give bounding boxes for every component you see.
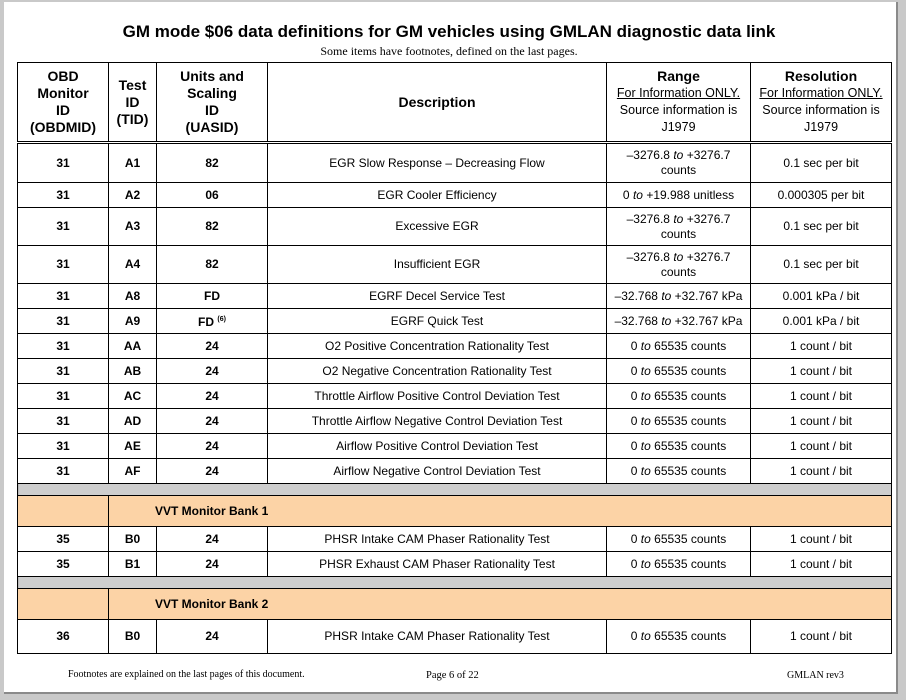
cell-description: Excessive EGR: [268, 208, 607, 246]
cell-tid: A4: [109, 246, 157, 284]
header-tid: [109, 63, 157, 143]
table-header-row: [18, 63, 892, 143]
footer-footnote-note: Footnotes are explained on the last pages of this document.: [68, 669, 305, 680]
cell-uasid: [157, 434, 268, 459]
table-row: [18, 284, 892, 309]
cell-uasid: [157, 246, 268, 284]
range-from: 0: [622, 187, 630, 202]
footnote-marker: (6): [217, 316, 226, 323]
cell-uasid-value: 24: [205, 388, 219, 403]
range-to: 65535: [654, 388, 688, 403]
cell-tid: A2: [109, 183, 157, 208]
cell-uasid-value: 24: [205, 556, 219, 571]
header-obdmid: [18, 63, 109, 143]
cell-tid: A8: [109, 284, 157, 309]
range-from: 0: [630, 438, 638, 453]
table-row: [18, 552, 892, 577]
cell-range: [607, 384, 751, 409]
range-to: +32.767: [674, 288, 719, 303]
range-to: 65535: [654, 338, 688, 353]
cell-obdmid: 31: [18, 434, 109, 459]
range-to: 65535: [654, 438, 688, 453]
separator-bar: [18, 484, 892, 496]
header-uasid-line: ID: [205, 102, 219, 118]
table-row: [18, 620, 892, 654]
cell-resolution: 1 count / bit: [751, 334, 892, 359]
header-obdmid-line: Monitor: [37, 85, 89, 101]
cell-uasid-value: 82: [205, 219, 219, 233]
cell-range: [607, 208, 751, 246]
footer-page-number: Page 6 of 22: [426, 670, 479, 681]
cell-description: Airflow Negative Control Deviation Test: [268, 459, 607, 484]
separator-row: [18, 484, 892, 496]
cell-range: [607, 284, 751, 309]
cell-obdmid: 31: [18, 359, 109, 384]
range-from: –32.768: [614, 288, 658, 303]
cell-obdmid: 31: [18, 309, 109, 334]
page-subtitle: Some items have footnotes, defined on the last pages.: [320, 44, 578, 58]
table-row: [18, 334, 892, 359]
cell-range: [607, 459, 751, 484]
range-word: to: [673, 211, 684, 226]
range-word: to: [661, 288, 672, 303]
cell-uasid-value: 24: [205, 413, 219, 428]
cell-resolution: 0.1 sec per bit: [751, 143, 892, 183]
range-word: to: [640, 531, 651, 546]
cell-range: [607, 246, 751, 284]
header-range-title: Range: [657, 68, 700, 84]
cell-description: Insufficient EGR: [268, 246, 607, 284]
range-to: +19.988: [646, 187, 691, 202]
cell-uasid: [157, 552, 268, 577]
range-unit: counts: [690, 629, 727, 643]
section-header-row: [18, 589, 892, 620]
cell-tid: A3: [109, 208, 157, 246]
table-row: [18, 409, 892, 434]
cell-description: EGRF Decel Service Test: [268, 284, 607, 309]
separator-bar: [18, 577, 892, 589]
section-blank-cell: [18, 589, 109, 620]
range-from: 0: [630, 629, 638, 643]
cell-uasid-value: FD: [204, 288, 220, 303]
cell-description: PHSR Intake CAM Phaser Rationality Test: [268, 620, 607, 654]
cell-tid: AD: [109, 409, 157, 434]
header-range-source: Source information is: [619, 103, 738, 117]
cell-uasid: [157, 384, 268, 409]
cell-description: EGR Cooler Efficiency: [268, 183, 607, 208]
cell-obdmid: 31: [18, 284, 109, 309]
section-header-row: [18, 496, 892, 527]
range-word: to: [640, 438, 651, 453]
range-word: to: [673, 148, 684, 162]
table-row: [18, 183, 892, 208]
header-tid-line: (TID): [116, 110, 149, 127]
cell-obdmid: 31: [18, 143, 109, 183]
range-unit: counts: [690, 556, 727, 571]
cell-obdmid: 31: [18, 409, 109, 434]
table-row: [18, 246, 892, 284]
cell-resolution: 0.001 kPa / bit: [751, 309, 892, 334]
cell-uasid-value: FD: [198, 315, 215, 329]
cell-description: EGR Slow Response – Decreasing Flow: [268, 143, 607, 183]
cell-tid: AE: [109, 434, 157, 459]
cell-tid: B0: [109, 620, 157, 654]
cell-uasid-value: 06: [205, 187, 219, 202]
range-from: –32.768: [614, 313, 658, 328]
range-word: to: [640, 363, 651, 378]
range-from: 0: [630, 338, 638, 353]
cell-uasid: [157, 143, 268, 183]
table-row: [18, 384, 892, 409]
range-to: 65535: [654, 629, 688, 643]
cell-resolution: 1 count / bit: [751, 459, 892, 484]
range-unit: counts: [690, 338, 727, 353]
range-to: 65535: [654, 463, 688, 478]
header-uasid-line: Scaling: [187, 85, 237, 101]
cell-tid: AC: [109, 384, 157, 409]
header-uasid-line: (UASID): [185, 119, 239, 135]
range-word: to: [661, 313, 672, 328]
range-from: 0: [630, 463, 638, 478]
cell-uasid-value: 82: [205, 155, 219, 170]
range-from: 0: [630, 531, 638, 546]
document-page: [4, 2, 898, 694]
range-unit: kPa: [721, 313, 743, 328]
header-tid-line: ID: [125, 93, 140, 110]
cell-resolution: 1 count / bit: [751, 552, 892, 577]
cell-uasid: [157, 359, 268, 384]
page-title: GM mode $06 data definitions for GM vehicles using GMLAN diagnostic data link: [122, 22, 776, 41]
cell-obdmid: 31: [18, 208, 109, 246]
range-unit: counts: [660, 226, 697, 241]
cell-description: O2 Positive Concentration Rationality Test: [268, 334, 607, 359]
cell-uasid: [157, 527, 268, 552]
cell-description: PHSR Exhaust CAM Phaser Rationality Test: [268, 552, 607, 577]
cell-tid: AB: [109, 359, 157, 384]
cell-tid: B1: [109, 552, 157, 577]
range-word: to: [640, 338, 651, 353]
cell-tid: AA: [109, 334, 157, 359]
cell-obdmid: 31: [18, 334, 109, 359]
table-row: [18, 309, 892, 334]
cell-uasid-value: 24: [205, 338, 219, 353]
range-unit: counts: [690, 463, 727, 478]
range-word: to: [632, 187, 643, 202]
cell-uasid-value: 24: [205, 363, 219, 378]
cell-resolution: 0.1 sec per bit: [751, 246, 892, 284]
header-description: Description: [268, 63, 607, 143]
header-uasid: [157, 63, 268, 143]
range-to: 65535: [654, 363, 688, 378]
cell-tid: A1: [109, 143, 157, 183]
cell-resolution: 1 count / bit: [751, 527, 892, 552]
cell-range: [607, 359, 751, 384]
cell-description: Airflow Positive Control Deviation Test: [268, 434, 607, 459]
cell-uasid: [157, 334, 268, 359]
cell-uasid: [157, 208, 268, 246]
range-from: –3276.8: [626, 211, 670, 226]
range-to: 65535: [654, 556, 688, 571]
cell-resolution: 0.001 kPa / bit: [751, 284, 892, 309]
range-to: +3276.7: [686, 148, 731, 162]
range-unit: counts: [690, 363, 727, 378]
cell-obdmid: 35: [18, 552, 109, 577]
section-title: VVT Monitor Bank 1: [109, 496, 892, 527]
range-to: +3276.7: [686, 211, 731, 226]
cell-obdmid: 31: [18, 246, 109, 284]
cell-range: [607, 309, 751, 334]
header-resolution-ref: J1979: [803, 120, 839, 134]
cell-tid: AF: [109, 459, 157, 484]
cell-tid: B0: [109, 527, 157, 552]
section-blank-cell: [18, 496, 109, 527]
cell-uasid: [157, 284, 268, 309]
cell-description: EGRF Quick Test: [268, 309, 607, 334]
range-from: 0: [630, 413, 638, 428]
table-row: [18, 359, 892, 384]
header-resolution-info: For Information ONLY.: [759, 86, 883, 100]
cell-resolution: 1 count / bit: [751, 434, 892, 459]
range-to: +32.767: [674, 313, 719, 328]
range-from: 0: [630, 556, 638, 571]
separator-row: [18, 577, 892, 589]
range-from: 0: [630, 388, 638, 403]
range-to: +3276.7: [686, 249, 731, 264]
cell-range: [607, 183, 751, 208]
cell-uasid: [157, 459, 268, 484]
cell-uasid-value: 24: [205, 629, 219, 643]
table-row: [18, 143, 892, 183]
cell-range: [607, 143, 751, 183]
range-from: –3276.8: [626, 148, 670, 162]
range-unit: counts: [690, 531, 727, 546]
range-unit: counts: [660, 264, 697, 279]
range-word: to: [640, 413, 651, 428]
cell-uasid-value: 24: [205, 531, 219, 546]
range-to: 65535: [654, 413, 688, 428]
cell-range: [607, 527, 751, 552]
cell-range: [607, 409, 751, 434]
cell-resolution: 1 count / bit: [751, 384, 892, 409]
cell-obdmid: 31: [18, 183, 109, 208]
header-resolution: [751, 63, 892, 143]
table-row: [18, 459, 892, 484]
cell-description: Throttle Airflow Negative Control Deviation Test: [268, 409, 607, 434]
range-word: to: [640, 463, 651, 478]
header-range-ref: J1979: [661, 120, 696, 134]
footer-revision: GMLAN rev3: [787, 670, 844, 681]
mode06-definitions-table: [17, 62, 892, 654]
cell-resolution: 0.000305 per bit: [751, 183, 892, 208]
header-uasid-line: Units and: [180, 68, 244, 84]
range-to: 65535: [654, 531, 688, 546]
section-title: VVT Monitor Bank 2: [109, 589, 892, 620]
range-word: to: [640, 556, 651, 571]
cell-uasid-value: 82: [205, 257, 219, 271]
header-resolution-title: Resolution: [784, 68, 858, 84]
range-unit: counts: [690, 438, 727, 453]
cell-range: [607, 434, 751, 459]
cell-uasid-value: 24: [205, 463, 219, 478]
header-obdmid-line: ID: [56, 102, 70, 118]
cell-description: Throttle Airflow Positive Control Deviation Test: [268, 384, 607, 409]
table-row: [18, 208, 892, 246]
cell-description: O2 Negative Concentration Rationality Test: [268, 359, 607, 384]
header-obdmid-line: OBD: [47, 68, 79, 84]
range-word: to: [673, 249, 684, 264]
header-resolution-source: Source information is: [762, 103, 880, 117]
range-unit: unitless: [693, 187, 735, 202]
cell-uasid: [157, 620, 268, 654]
cell-range: [607, 552, 751, 577]
table-body: [18, 143, 892, 654]
range-unit: counts: [660, 163, 697, 177]
cell-description: PHSR Intake CAM Phaser Rationality Test: [268, 527, 607, 552]
cell-obdmid: 35: [18, 527, 109, 552]
cell-uasid: [157, 409, 268, 434]
header-range-info: For Information ONLY.: [616, 86, 741, 100]
cell-uasid: [157, 183, 268, 208]
range-from: 0: [630, 363, 638, 378]
cell-range: [607, 620, 751, 654]
cell-uasid-value: 24: [205, 438, 219, 453]
cell-resolution: 0.1 sec per bit: [751, 208, 892, 246]
range-unit: counts: [690, 388, 727, 403]
table-row: [18, 527, 892, 552]
cell-resolution: 1 count / bit: [751, 620, 892, 654]
cell-range: [607, 334, 751, 359]
cell-resolution: 1 count / bit: [751, 359, 892, 384]
cell-obdmid: 31: [18, 384, 109, 409]
range-word: to: [640, 388, 651, 403]
cell-tid: A9: [109, 309, 157, 334]
range-word: to: [640, 629, 651, 643]
table-row: [18, 434, 892, 459]
cell-obdmid: 31: [18, 459, 109, 484]
cell-obdmid: 36: [18, 620, 109, 654]
cell-resolution: 1 count / bit: [751, 409, 892, 434]
range-from: –3276.8: [626, 249, 670, 264]
header-tid-line: Test: [118, 76, 147, 93]
range-unit: kPa: [721, 288, 743, 303]
header-range: [607, 63, 751, 143]
cell-uasid: [157, 309, 268, 334]
header-obdmid-line: (OBDMID): [29, 119, 97, 135]
range-unit: counts: [690, 413, 727, 428]
